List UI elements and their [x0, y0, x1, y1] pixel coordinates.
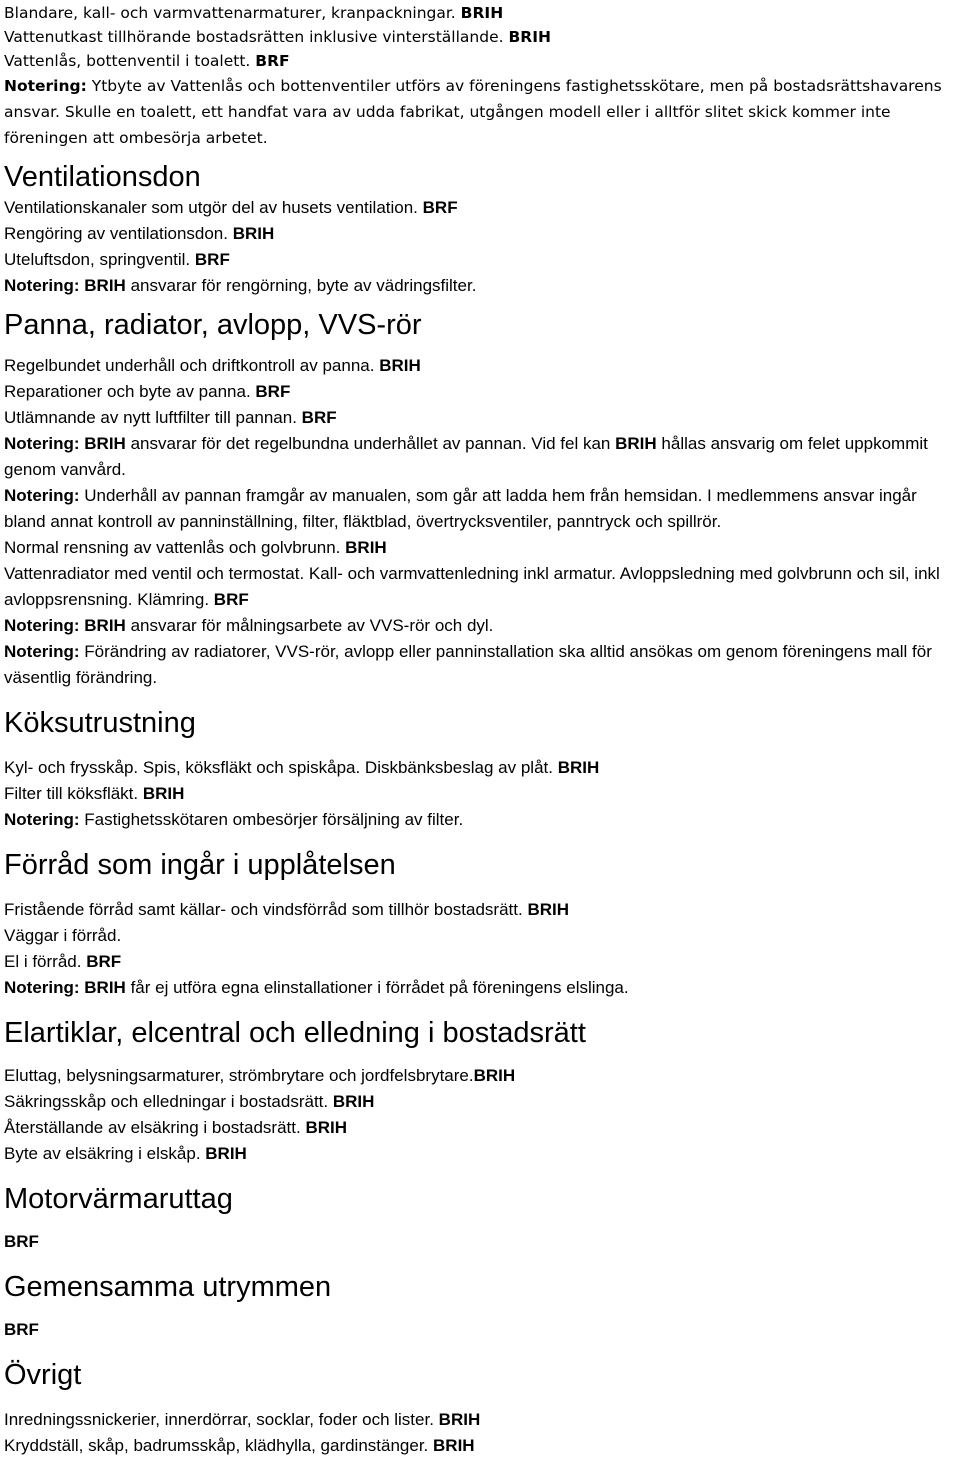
intro-line-3-text: Vattenlås, bottenventil i toalett. [4, 52, 251, 70]
forrad-line-3-text: El i förråd. [4, 952, 82, 971]
section-title-ovrigt: Övrigt [4, 1359, 82, 1391]
ovrigt-section [4, 1407, 954, 1459]
ventilation-note-text: ansvarar för rengörning, byte av vädringsfilter. [130, 276, 477, 295]
panna-line-3-text: Utlämnande av nytt luftfilter till pannan. [4, 408, 297, 427]
note-label: Notering: [4, 978, 80, 997]
responsibility-tag: BRF [213, 590, 249, 609]
panna-line-5-text: Vattenradiator med ventil och termostat. Kall- och varmvattenledning inkl armatur. Avloppsledning med golvbrunn och sil, inkl avloppsrensning. Klämring. [4, 564, 940, 609]
responsibility-tag: BRIH [345, 538, 387, 557]
section-title-forrad: Förråd som ingår i upplåtelsen [4, 849, 396, 881]
section-title-ventilationsdon: Ventilationsdon [4, 161, 201, 193]
responsibility-tag: BRF [4, 1232, 39, 1251]
responsibility-tag: BRIH [438, 1410, 481, 1429]
intro-note [4, 73, 954, 151]
responsibility-tag: BRIH [460, 4, 504, 22]
intro-section [4, 1, 954, 151]
ovrigt-line-2 [4, 1433, 954, 1459]
note-label: Notering: [4, 77, 87, 95]
el-section [4, 1063, 954, 1167]
responsibility-tag: BRF [301, 408, 337, 427]
responsibility-tag: BRIH [473, 1066, 516, 1085]
panna-line-2 [4, 379, 954, 405]
panna-note-4 [4, 639, 954, 691]
panna-line-3 [4, 405, 954, 431]
responsibility-tag: BRF [255, 382, 291, 401]
note-label: Notering: [4, 642, 80, 661]
el-line-4 [4, 1141, 954, 1167]
forrad-line-1 [4, 897, 954, 923]
forrad-section [4, 897, 954, 1001]
intro-line-3 [4, 49, 954, 73]
responsibility-tag: BRF [86, 952, 122, 971]
intro-line-2 [4, 25, 954, 49]
note-label: Notering: [4, 616, 80, 635]
section-title-motorvarmaruttag: Motorvärmaruttag [4, 1183, 233, 1215]
ovrigt-line-1 [4, 1407, 954, 1433]
responsibility-tag: BRIH [205, 1144, 247, 1163]
intro-line-2-text: Vattenutkast tillhörande bostadsrätten inklusive vinterställande. [4, 28, 504, 46]
responsibility-tag: BRIH [527, 900, 570, 919]
responsibility-tag: BRF [255, 52, 290, 70]
note-label: Notering: [4, 810, 80, 829]
panna-line-1-text: Regelbundet underhåll och driftkontroll av panna. [4, 356, 375, 375]
ovrigt-line-1-text: Inredningssnickerier, innerdörrar, socklar, foder och lister. [4, 1410, 434, 1429]
responsibility-tag: BRIH [305, 1118, 348, 1137]
panna-line-5 [4, 561, 954, 613]
section-title-koksutrustning: Köksutrustning [4, 707, 196, 739]
panna-note-1-text-b: hållas ansvarig om felet uppkommit genom vanvård. [4, 434, 928, 479]
responsibility-tag: BRIH [557, 758, 600, 777]
ventilation-line-3-text: Uteluftsdon, springventil. [4, 250, 191, 269]
panna-line-2-text: Reparationer och byte av panna. [4, 382, 251, 401]
responsibility-tag: BRIH [84, 434, 126, 453]
note-label: Notering: [4, 276, 80, 295]
forrad-line-1-text: Fristående förråd samt källar- och vindsförråd som tillhör bostadsrätt. [4, 900, 523, 919]
kok-section [4, 755, 954, 833]
forrad-note [4, 975, 954, 1001]
responsibility-tag: BRIH [232, 224, 275, 243]
kok-line-2 [4, 781, 954, 807]
ventilation-line-2-text: Rengöring av ventilationsdon. [4, 224, 228, 243]
intro-line-1 [4, 1, 954, 25]
responsibility-tag: BRIH [379, 356, 421, 375]
note-label: Notering: [4, 486, 80, 505]
forrad-note-text: får ej utföra egna elinstallationer i förrådet på föreningens elslinga. [130, 978, 629, 997]
gemensamma-tag-line [4, 1317, 954, 1343]
ventilation-line-2 [4, 221, 954, 247]
kok-note [4, 807, 954, 833]
ventilation-section [4, 195, 954, 299]
panna-line-4-text: Normal rensning av vattenlås och golvbrunn. [4, 538, 341, 557]
responsibility-tag: BRF [4, 1320, 39, 1339]
panna-note-3-text: ansvarar för målningsarbete av VVS-rör och dyl. [130, 616, 494, 635]
intro-line-1-text: Blandare, kall- och varmvattenarmaturer, kranpackningar. [4, 4, 456, 22]
kok-line-1 [4, 755, 954, 781]
el-line-3-text: Återställande av elsäkring i bostadsrätt. [4, 1118, 301, 1137]
responsibility-tag: BRF [194, 250, 230, 269]
responsibility-tag: BRIH [615, 434, 657, 453]
panna-line-4 [4, 535, 954, 561]
section-title-panna: Panna, radiator, avlopp, VVS-rör [4, 309, 422, 341]
ventilation-line-3 [4, 247, 954, 273]
panna-note-3 [4, 613, 954, 639]
section-title-gemensamma: Gemensamma utrymmen [4, 1271, 332, 1303]
el-line-2 [4, 1089, 954, 1115]
intro-note-text: Ytbyte av Vattenlås och bottenventiler utförs av föreningens fastighetsskötare, men på bostadsrättshavarens ansvar. Skulle en toalett, ett handfat vara av udda fabrikat, utgången modell eller i alltför slitet skick kommer inte föreningen att ombesörja arbetet. [4, 77, 942, 147]
el-line-3 [4, 1115, 954, 1141]
el-line-1 [4, 1063, 954, 1089]
panna-line-1 [4, 353, 954, 379]
responsibility-tag: BRIH [84, 978, 126, 997]
panna-note-1-text-a: ansvarar för det regelbundna underhållet av pannan. Vid fel kan [130, 434, 611, 453]
section-title-elartiklar: Elartiklar, elcentral och elledning i bostadsrätt [4, 1017, 586, 1049]
responsibility-tag: BRF [422, 198, 458, 217]
el-line-1-text: Eluttag, belysningsarmaturer, strömbrytare och jordfelsbrytare. [4, 1066, 474, 1085]
responsibility-tag: BRIH [332, 1092, 375, 1111]
responsibility-tag: BRIH [84, 616, 126, 635]
forrad-line-3 [4, 949, 954, 975]
responsibility-tag: BRIH [84, 276, 126, 295]
panna-note-2-text: Underhåll av pannan framgår av manualen, som går att ladda hem från hemsidan. I medlemmens ansvar ingår bland annat kontroll av panninställning, filter, fläktblad, övertrycksventiler, panntryck och spillrör. [4, 486, 917, 531]
ventilation-line-1 [4, 195, 954, 221]
note-label: Notering: [4, 434, 80, 453]
ovrigt-line-2-text: Kryddställ, skåp, badrumsskåp, klädhylla, gardinstänger. [4, 1436, 429, 1455]
ventilation-line-1-text: Ventilationskanaler som utgör del av husets ventilation. [4, 198, 418, 217]
panna-note-4-text: Förändring av radiatorer, VVS-rör, avlopp eller panninstallation ska alltid ansökas om genom föreningens mall för väsentlig förändring. [4, 642, 932, 687]
panna-note-2 [4, 483, 954, 535]
responsibility-tag: BRIH [433, 1436, 475, 1455]
responsibility-tag: BRIH [508, 28, 551, 46]
panna-section [4, 353, 954, 691]
responsibility-tag: BRIH [142, 784, 185, 803]
el-line-2-text: Säkringsskåp och elledningar i bostadsrätt. [4, 1092, 329, 1111]
motor-tag-line [4, 1229, 954, 1255]
forrad-line-2 [4, 923, 954, 949]
kok-note-text: Fastighetsskötaren ombesörjer försäljning av filter. [84, 810, 464, 829]
el-line-4-text: Byte av elsäkring i elskåp. [4, 1144, 201, 1163]
forrad-line-2-text: Väggar i förråd. [4, 926, 122, 945]
ventilation-note [4, 273, 954, 299]
panna-note-1 [4, 431, 954, 483]
kok-line-2-text: Filter till köksfläkt. [4, 784, 139, 803]
kok-line-1-text: Kyl- och frysskåp. Spis, köksfläkt och spiskåpa. Diskbänksbeslag av plåt. [4, 758, 553, 777]
